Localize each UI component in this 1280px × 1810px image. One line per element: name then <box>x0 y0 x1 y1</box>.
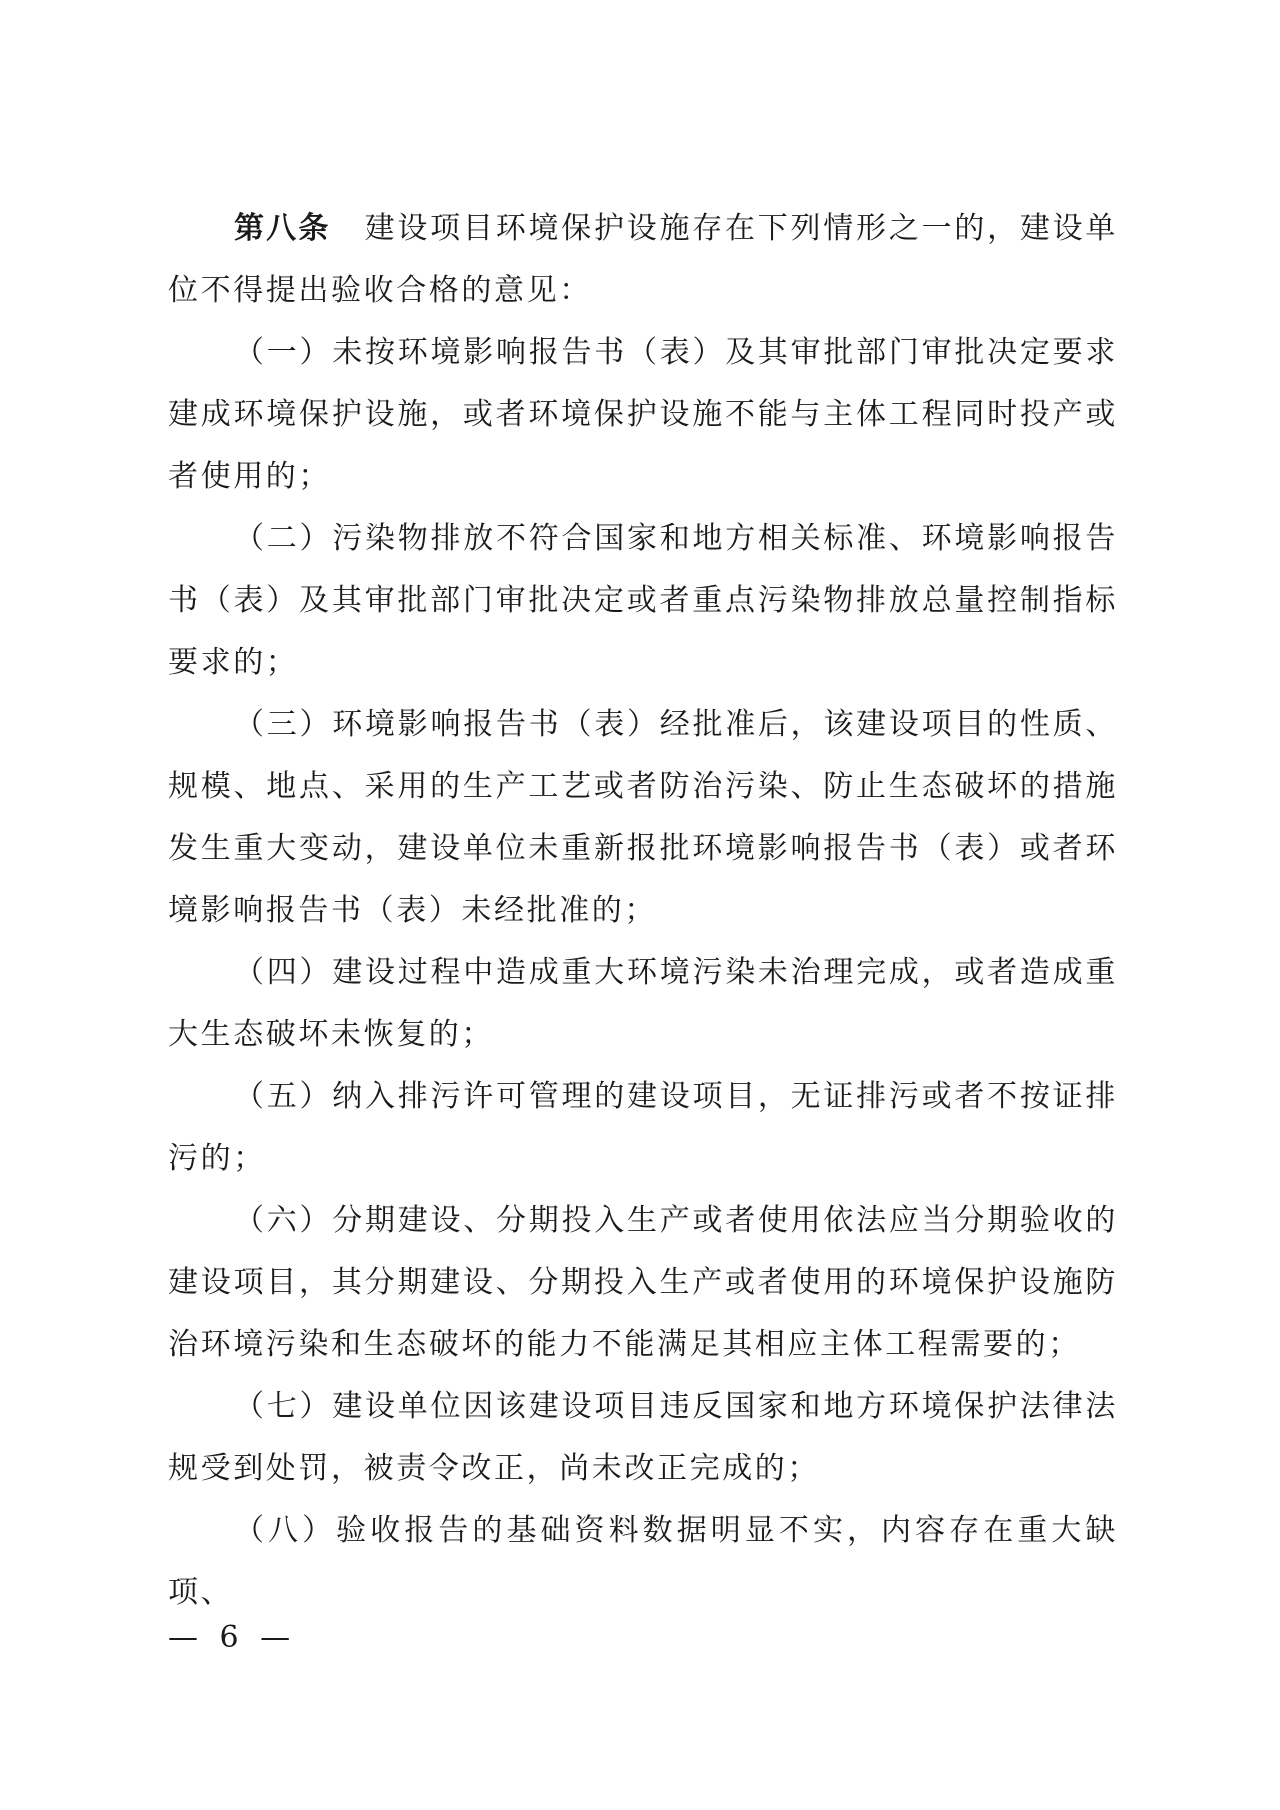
article-heading-paragraph <box>168 198 1118 322</box>
clause-item-7: （七）建设单位因该建设项目违反国家和地方环境保护法律法规受到处罚，被责令改正，尚未改正完成的； <box>168 1389 1118 1486</box>
clause-item-3: （三）环境影响报告书（表）经批准后，该建设项目的性质、规模、地点、采用的生产工艺或者防治污染、防止生态破坏的措施发生重大变动，建设单位未重新报批环境影响报告书（表）或者环境影响报告书（表）未经批准的； <box>168 707 1118 928</box>
page-number: — 6 — <box>168 1620 297 1655</box>
clause-item-4: （四）建设过程中造成重大环境污染未治理完成，或者造成重大生态破坏未恢复的； <box>168 955 1118 1052</box>
clause-item-2: （二）污染物排放不符合国家和地方相关标准、环境影响报告书（表）及其审批部门审批决定或者重点污染物排放总量控制指标要求的； <box>168 521 1118 680</box>
article-body <box>168 198 1118 1624</box>
clause-item-1: （一）未按环境影响报告书（表）及其审批部门审批决定要求建成环境保护设施，或者环境保护设施不能与主体工程同时投产或者使用的； <box>168 335 1118 494</box>
clause-item-5: （五）纳入排污许可管理的建设项目，无证排污或者不按证排污的； <box>168 1079 1118 1176</box>
clause-item-8: （八）验收报告的基础资料数据明显不实，内容存在重大缺项、 <box>168 1513 1118 1610</box>
clause-item-6: （六）分期建设、分期投入生产或者使用依法应当分期验收的建设项目，其分期建设、分期投入生产或者使用的环境保护设施防治环境污染和生态破坏的能力不能满足其相应主体工程需要的； <box>168 1203 1118 1362</box>
article-label: 第八条 <box>234 211 331 246</box>
article-intro: 建设项目环境保护设施存在下列情形之一的，建设单位不得提出验收合格的意见： <box>168 211 1118 308</box>
